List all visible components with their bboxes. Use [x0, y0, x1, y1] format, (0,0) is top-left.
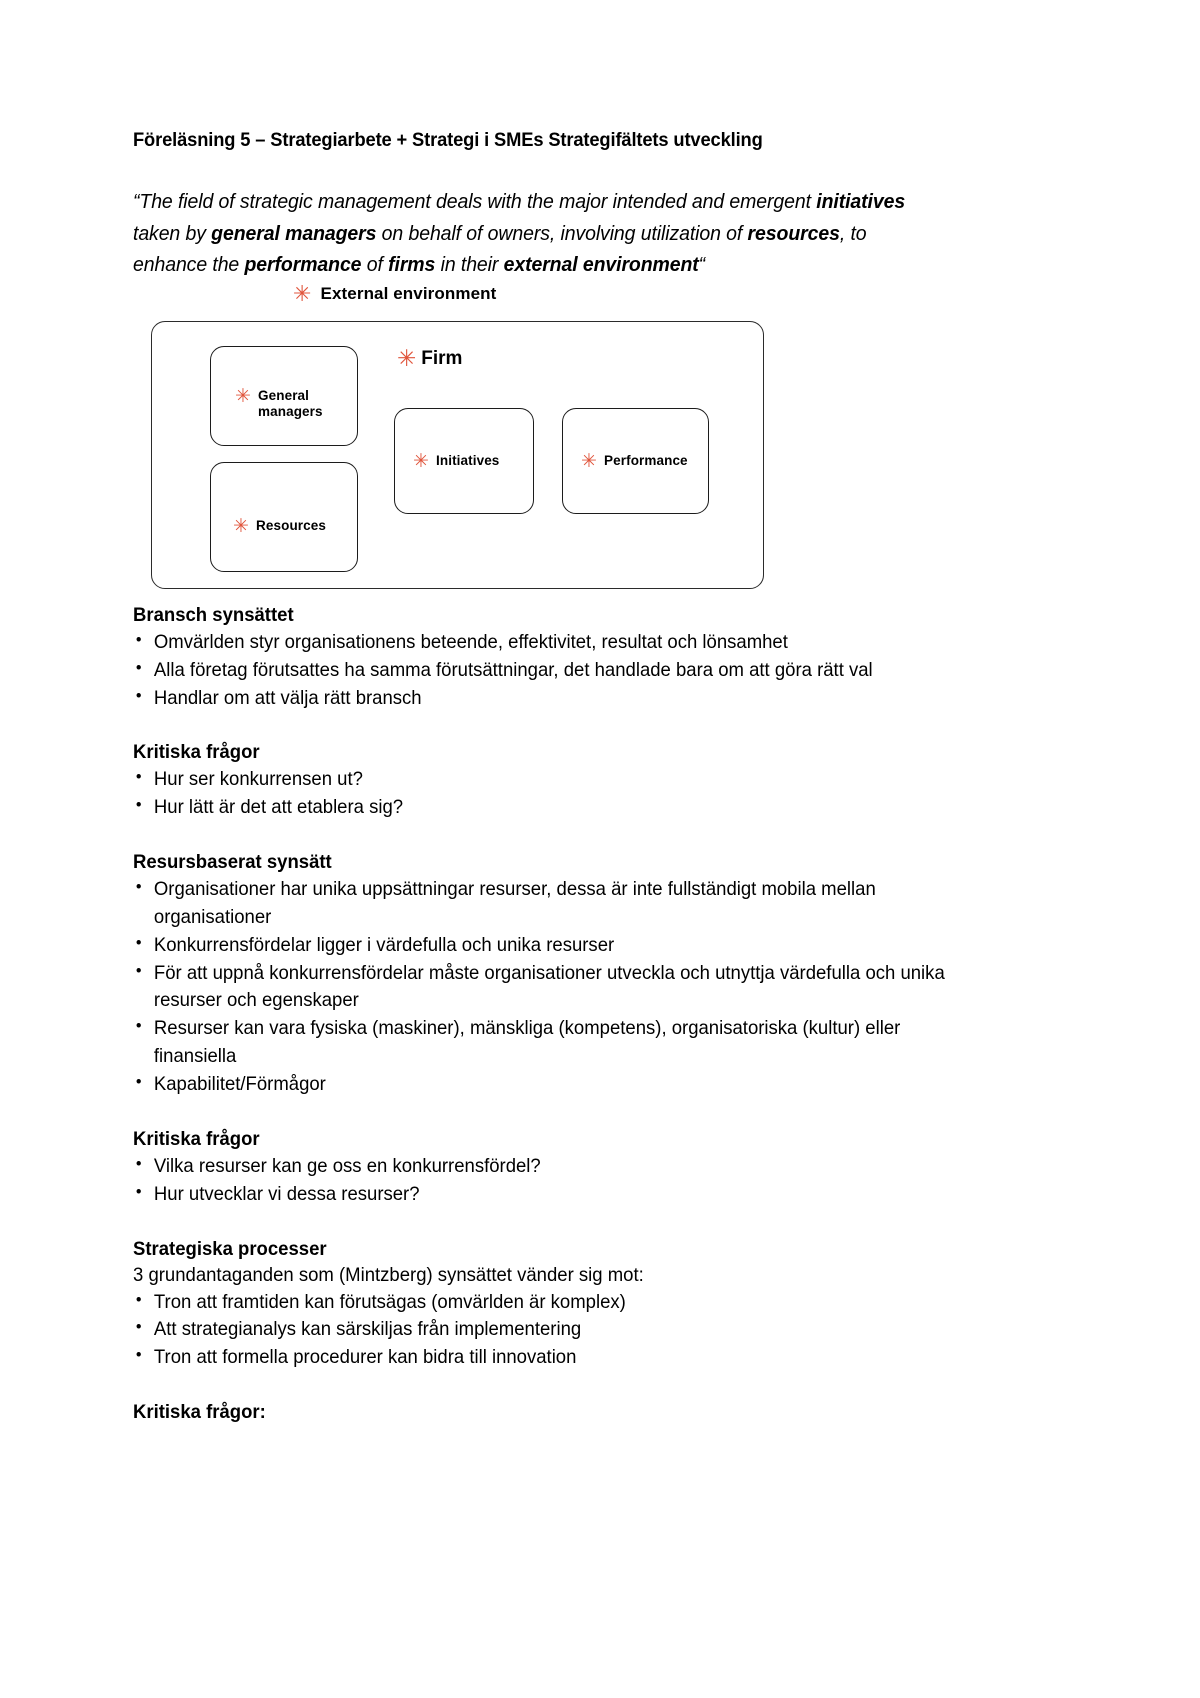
external-environment-label — [293, 283, 496, 306]
quote-text: on behalf of owners, involving utilization of — [376, 221, 748, 245]
firm-label — [397, 347, 462, 371]
content-sections — [133, 603, 990, 1426]
list-item: • Att strategianalys kan särskiljas från implementering — [133, 1316, 947, 1344]
asterisk-icon-performance: ✳ — [581, 449, 598, 472]
quote-emphasis: external environment — [503, 252, 699, 276]
quote-text: “ — [698, 252, 706, 276]
section-spacer — [133, 712, 990, 740]
list-item: • Handlar om att välja rätt bransch — [133, 685, 947, 713]
quote-text: in their — [435, 252, 504, 276]
external-environment-text: External environment — [320, 284, 497, 304]
section-heading: Kritiska frågor: — [133, 1401, 266, 1424]
quote-block — [133, 186, 936, 279]
list-item: • Hur utvecklar vi dessa resurser? — [133, 1181, 947, 1209]
list-item: • Hur lätt är det att etablera sig? — [133, 794, 947, 822]
quote-emphasis: general managers — [211, 221, 377, 245]
section-heading: Resursbaserat synsätt — [133, 851, 332, 874]
asterisk-icon-external-environment: ✳ — [293, 281, 312, 307]
section-spacer — [133, 1372, 990, 1400]
performance-label — [581, 449, 688, 472]
resources-box — [210, 462, 358, 572]
general-managers-label — [235, 384, 323, 420]
initiatives-label — [413, 449, 500, 472]
resources-label — [233, 514, 326, 537]
list-item: • Organisationer har unika uppsättningar resurser, dessa är inte fullständigt mobila mellan organisationer — [133, 876, 947, 932]
general-managers-line-1: General — [258, 387, 310, 403]
quote-text: taken by — [133, 221, 212, 245]
list-item: • Konkurrensfördelar ligger i värdefulla och unika resurser — [133, 932, 947, 960]
list-item: • Omvärlden styr organisationens beteende, effektivitet, resultat och lönsamhet — [133, 629, 947, 657]
quote-emphasis: resources — [747, 221, 840, 245]
external-environment-boundary — [151, 321, 764, 589]
performance-box — [562, 408, 709, 514]
section-spacer — [133, 1099, 990, 1127]
general-managers-line-2: managers — [258, 403, 323, 419]
list-item: • Alla företag förutsattes ha samma förutsättningar, det handlade bara om att göra rätt val — [133, 657, 947, 685]
section-subtext: 3 grundantaganden som (Mintzberg) synsättet vänder sig mot: — [133, 1263, 644, 1286]
list-item: • Hur ser konkurrensen ut? — [133, 766, 947, 794]
initiatives-box — [394, 408, 534, 514]
quote-text: , to enhance the — [133, 221, 867, 276]
resources-text: Resources — [256, 517, 326, 533]
list-item: • Tron att formella procedurer kan bidra till innovation — [133, 1344, 947, 1372]
section-heading: Kritiska frågor — [133, 1127, 260, 1150]
asterisk-icon-resources: ✳ — [233, 514, 250, 537]
list-item: • För att uppnå konkurrensfördelar måste organisationer utveckla och utnyttja värdefulla och unika resurser och egenskaper — [133, 960, 947, 1016]
quote-emphasis: firms — [388, 252, 436, 276]
bullet-list — [133, 766, 990, 822]
performance-text: Performance — [604, 452, 688, 468]
list-item: • Resurser kan vara fysiska (maskiner), mänskliga (kompetens), organisatoriska (kultur) eller finansiella — [133, 1015, 947, 1071]
section-heading: Strategiska processer — [133, 1237, 327, 1260]
section-spacer — [133, 1209, 990, 1237]
quote-emphasis: initiatives — [816, 190, 906, 214]
general-managers-text — [258, 388, 323, 420]
quote-text: of — [361, 252, 389, 276]
quote-text: “The field of strategic management deals with the major intended and emergent — [133, 190, 817, 214]
initiatives-text: Initiatives — [436, 452, 500, 468]
asterisk-icon-initiatives: ✳ — [413, 449, 430, 472]
list-item: • Kapabilitet/Förmågor — [133, 1071, 947, 1099]
section-heading: Bransch synsättet — [133, 603, 294, 626]
bullet-list — [133, 629, 990, 713]
list-item: • Vilka resurser kan ge oss en konkurrensfördel? — [133, 1153, 947, 1181]
quote-emphasis: performance — [244, 252, 362, 276]
section-heading: Kritiska frågor — [133, 741, 260, 764]
bullet-list — [133, 1289, 990, 1373]
bullet-list — [133, 876, 990, 1099]
list-item: • Tron att framtiden kan förutsägas (omvärlden är komplex) — [133, 1289, 947, 1317]
page-title: Föreläsning 5 – Strategiarbete + Strategi i SMEs Strategifältets utveckling — [133, 129, 763, 151]
general-managers-box — [210, 346, 358, 446]
bullet-list — [133, 1153, 990, 1209]
section-spacer — [133, 822, 990, 850]
asterisk-icon-general-managers: ✳ — [235, 384, 252, 407]
strategy-diagram — [133, 283, 833, 583]
asterisk-icon-firm: ✳ — [397, 345, 417, 372]
firm-text: Firm — [421, 347, 463, 369]
